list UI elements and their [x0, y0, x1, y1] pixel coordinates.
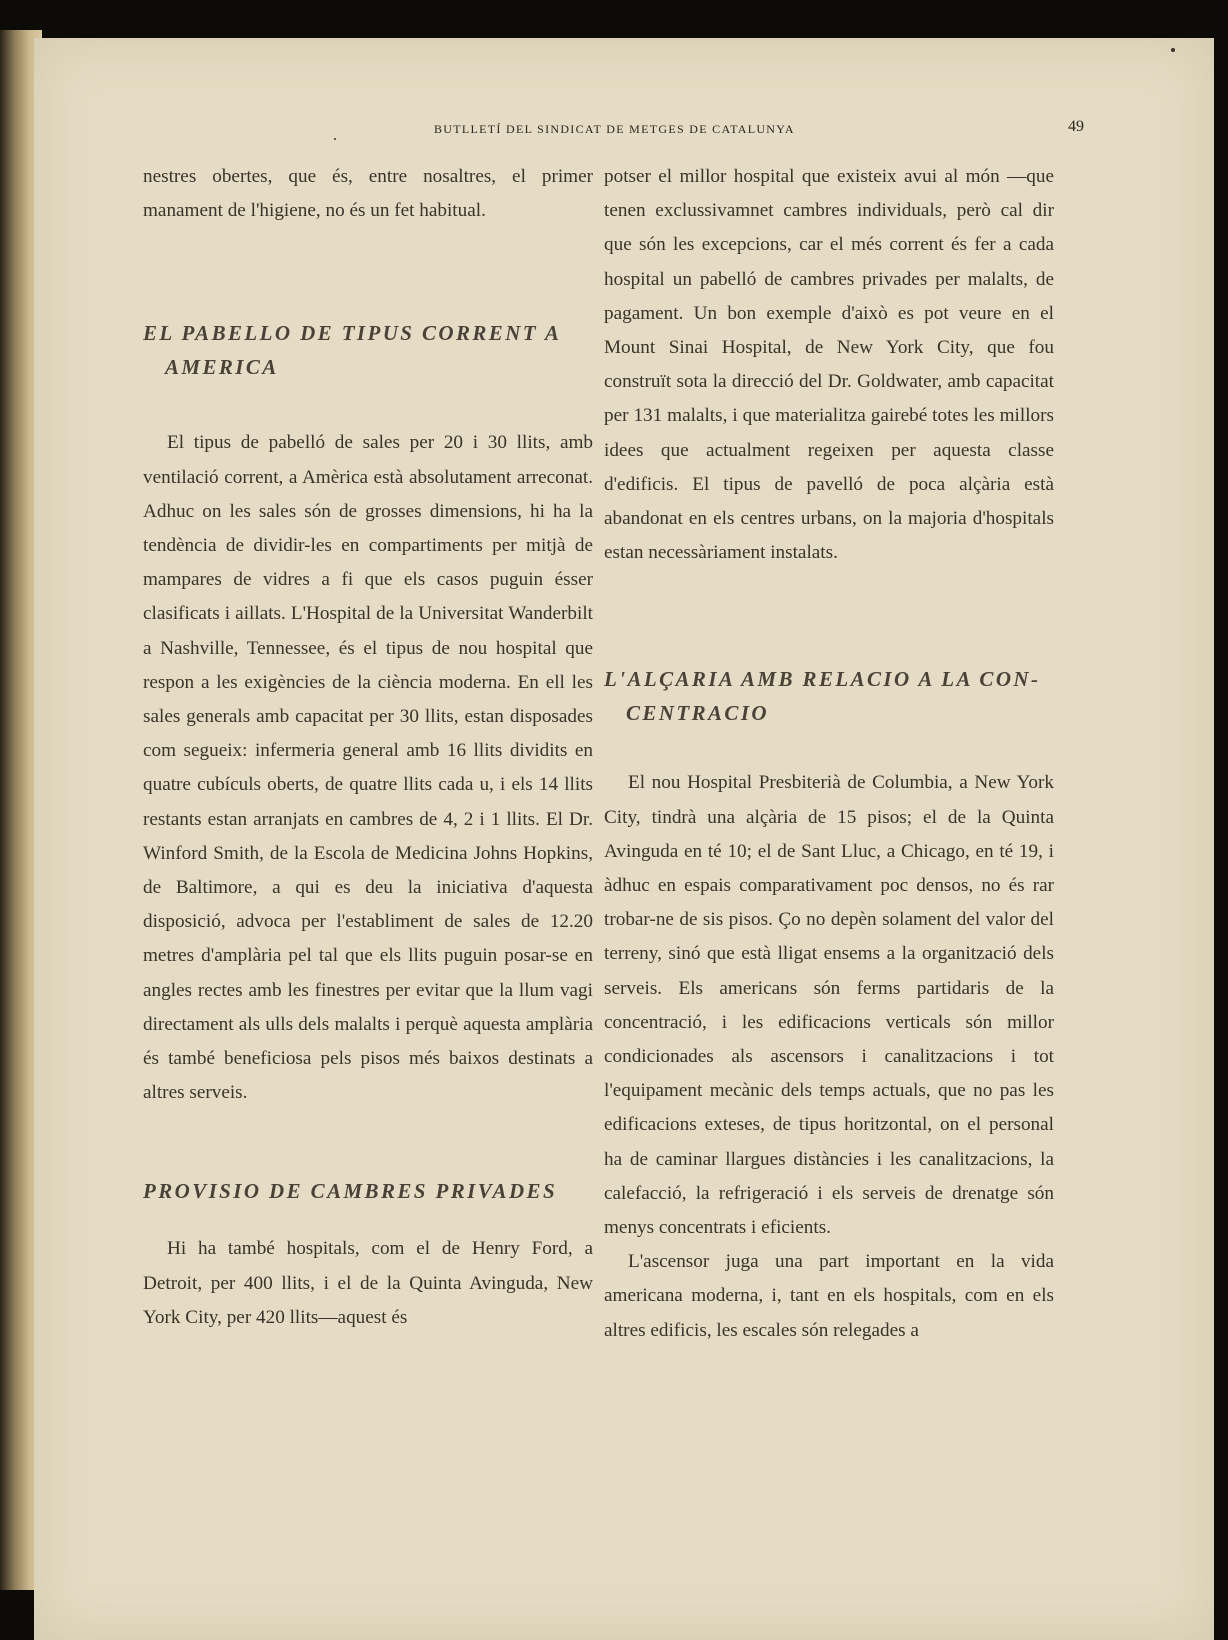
- section-heading-alcaria: [604, 662, 1054, 730]
- heading-line: L'ALÇARIA AMB RELACIO A LA CON-: [604, 667, 1041, 692]
- paragraph: Hi ha també hospitals, com el de Henry Ford, a Detroit, per 400 llits, i el de la Quinta Avinguda, New York City, per 420 llits—aquest és: [143, 1238, 593, 1328]
- print-speck: [1171, 48, 1175, 52]
- paragraph: El nou Hospital Presbiterià de Columbia, a New York City, tindrà una alçària de 15 pisos; el de la Quinta Avinguda en té 10; el de Sant Lluc, a Chicago, en té 19, i àdhuc en espais comparativament poc densos, no és rar trobar-ne de sis pisos. Ço no depèn solament del valor del terreny, sinó que està lligat ensems a la organització dels serveis. Els americans són ferms partidaris de la concentració, i les edificacions verticals són millor condicionades als ascensors i canalitzacions i tot l'equipament mecànic dels temps actuals, que no pas les edificacions exteses, de tipus horitzontal, on el personal ha de caminar llargues distàncies i les canalitzacions, la calefacció, la refrigeració i els serveis de drenatge són menys concentrats i eficients.: [604, 772, 1054, 1239]
- section-heading-provisio: PROVISIO DE CAMBRES PRIVADES: [143, 1179, 558, 1204]
- paragraph: L'ascensor juga una part important en la vida americana moderna, i, tant en els hospitals, com en els altres edificis, les escales són relegades a: [604, 1251, 1054, 1341]
- paragraph-continued: nestres obertes, que és, entre nosaltres, el primer manament de l'higiene, no és un fet habitual.: [143, 166, 593, 222]
- paragraph: El tipus de pabelló de sales per 20 i 30 llits, amb ventilació corrent, a Amèrica està absolutament arreconat. Adhuc on les sales són de grosses dimensions, hi ha la tendència de dividir-les en compartiments per mitjà de mampares de vidres a fi que els casos puguin ésser clasificats i aillats. L'Hospital de la Universitat Wanderbilt a Nashville, Tennessee, és el tipus de nou hospital que respon a les exigències de la ciència moderna. En ell les sales generals amb capacitat per 30 llits, estan disposades com segueix: infermeria general amb 16 llits dividits en quatre cubículs oberts, de quatre llits cada u, i els 14 llits restants estan arranjats en cambres de 4, 2 i 1 llits. El Dr. Winford Smith, de la Escola de Medicina Johns Hopkins, de Baltimore, a qui es deu la iniciativa d'aquesta disposició, advoca per l'establiment de sales de 12.20 metres d'amplària pel tal que els llits puguin posar-se en angles rectes amb les finestres per evitar que la llum vagi directament als ulls dels malalts i perquè aquesta amplària és també beneficiosa pels pisos més baixos destinats a altres serveis.: [143, 432, 593, 1104]
- print-speck: [334, 138, 336, 140]
- heading-line: AMERICA: [165, 355, 279, 380]
- running-header: BUTLLETÍ DEL SINDICAT DE METGES DE CATALUNYA: [434, 122, 795, 136]
- heading-line: CENTRACIO: [626, 701, 769, 726]
- left-column: [143, 160, 593, 1335]
- section-heading-pabello: [143, 316, 593, 384]
- heading-line: EL PABELLO DE TIPUS CORRENT A: [143, 321, 562, 346]
- right-column: [604, 160, 1054, 1348]
- page-number: 49: [1068, 118, 1084, 135]
- paragraph-continued: potser el millor hospital que existeix avui al món —que tenen exclussivamnet cambres individuals, però cal dir que són les excepcions, car el més corrent és fer a cada hospital un pabelló de cambres privades per malalts, de pagament. Un bon exemple d'això es pot veure en el Mount Sinai Hospital, de New York City, que fou construït sota la direcció del Dr. Goldwater, amb capacitat per 131 malalts, i que materialitza gairebé totes les millors idees que actualment regeixen per aquesta classe d'edificis. El tipus de pavelló de poca alçària està abandonat en els centres urbans, on la majoria d'hospitals estan necessàriament instalats.: [604, 166, 1054, 564]
- scanned-page: [34, 38, 1214, 1640]
